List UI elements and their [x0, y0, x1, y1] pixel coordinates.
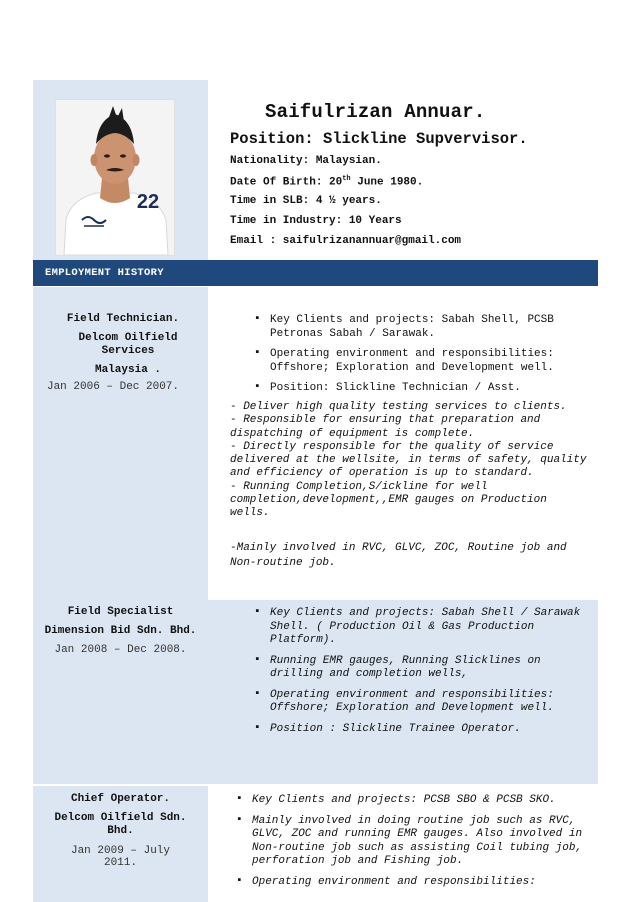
nationality: Nationality: Malaysian.	[230, 155, 382, 167]
job2-bullet-emr: ▪ Running EMR gauges, Running Slicklines on drilling and completion wells,	[250, 655, 590, 682]
job2-company: Dimension Bid Sdn. Bhd.	[44, 625, 197, 637]
profile-photo	[55, 99, 175, 256]
person-photo-icon	[56, 100, 174, 255]
job2-dates: Jan 2008 – Dec 2008.	[54, 644, 187, 656]
job1-bullet-position: ▪ Position: Slickline Technician / Asst.	[250, 382, 595, 396]
job2-bullet-clients: ▪ Key Clients and projects: Sabah Shell / Sarawak Shell. ( Production Oil & Gas Production Platform).	[250, 607, 590, 648]
job2-summary	[33, 606, 208, 656]
job3-bullet-environment: ▪ Operating environment and responsibilities:	[232, 876, 594, 890]
job2-bullets	[250, 607, 590, 743]
job1-company-line1: Delcom Oilfield	[78, 332, 178, 344]
job1-bullet-environment: ▪ Operating environment and responsibilities: Offshore; Exploration and Development well.	[250, 348, 595, 375]
job3-bullet-involvement: ▪ Mainly involved in doing routine job such as RVC, GLVC, ZOC and running EMR gauges. Also involved in Non-routine job such as assisting Coil tubing job, perforation job and Fishing job.	[232, 815, 594, 869]
job1-summary	[33, 313, 223, 393]
job3-company-line1: Delcom Oilfield Sdn.	[54, 812, 187, 824]
job1-duties: - Deliver high quality testing services to clients. - Responsible for ensuring that preparation and dispatching of equipment is complete. - Directly responsible for the quality of service delivered at the wellsite, in terms of safety, quality and efficiency of operation is up to standard. - Running Completion,S/ickline for well completion,development,,EMR gauges on Production wells.	[230, 401, 587, 520]
svg-text:22: 22	[136, 191, 160, 213]
candidate-position: Position: Slickline Supvervisor.	[230, 130, 528, 148]
job2-bullet-position: ▪ Position : Slickline Trainee Operator.	[250, 723, 590, 737]
job3-company-line2: Bhd.	[107, 825, 134, 837]
section-header-employment-history	[33, 260, 598, 286]
job1-dates: Jan 2006 – Dec 2007.	[46, 381, 180, 393]
section-title: EMPLOYMENT HISTORY	[45, 267, 164, 279]
job3-dates-line2: 2011.	[103, 857, 137, 869]
job3-bullet-clients: ▪ Key Clients and projects: PCSB SBO & PCSB SKO.	[232, 794, 594, 808]
job1-bullet-clients: ▪ Key Clients and projects: Sabah Shell, PCSB Petronas Sabah / Sarawak.	[250, 314, 595, 341]
job3-summary	[33, 793, 208, 869]
job1-company-line3: Malaysia .	[94, 364, 161, 376]
job1-bullets	[250, 314, 595, 403]
job3-title: Chief Operator.	[70, 793, 171, 805]
date-of-birth: Date Of Birth: 20th June 1980.	[230, 175, 424, 189]
job1-title: Field Technician.	[66, 313, 180, 325]
candidate-name: Saifulrizan Annuar.	[265, 101, 486, 123]
job3-bullets	[232, 794, 594, 896]
job1-involvement: -Mainly involved in RVC, GLVC, ZOC, Routine job and Non-routine job.	[230, 542, 567, 569]
job1-company-line2: Services	[101, 345, 155, 357]
job3-dates-line1: Jan 2009 – July	[70, 845, 171, 857]
job-divider	[33, 784, 598, 786]
job2-bullet-environment: ▪ Operating environment and responsibilities: Offshore; Exploration and Development well.	[250, 689, 590, 716]
email[interactable]: Email : saifulrizanannuar@gmail.com	[230, 235, 462, 247]
time-in-slb: Time in SLB: 4 ½ years.	[230, 195, 382, 207]
job2-title: Field Specialist	[67, 606, 174, 618]
time-in-industry: Time in Industry: 10 Years	[230, 215, 402, 227]
